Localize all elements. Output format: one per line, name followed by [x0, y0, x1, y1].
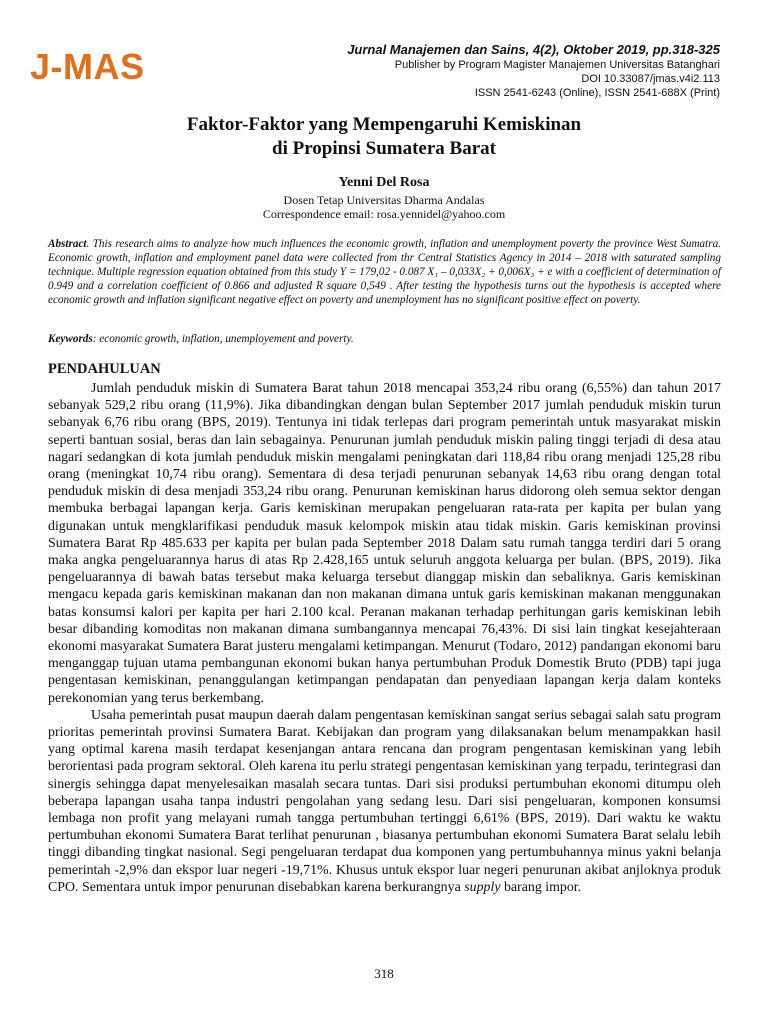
- abstract-text: . This research aims to analyze how much influences the economic growth, inflation and unemployment poverty the province West Sumatra. Economic growth, inflation and employment panel data were collected from thr Central Statistics Agency in 2014 – 2018 with saturated sampling technique. Multiple regression equation obtained from this study Y = 179,02 - 0.087 X₁ – 0,033X₂ + 0,006X₃ + e with a coefficient of determination of 0.949 and a correlation coefficient of 0.866 and adjusted R square 0,549 . After testing the hypothesis turns out the hypothesis is accepted where economic growth and inflation significant negative effect on poverty and unemployment has no significant positive effect on poverty.: [48, 238, 721, 306]
- keywords: [48, 333, 721, 345]
- paragraph: Jumlah penduduk miskin di Sumatera Barat tahun 2018 mencapai 353,24 ribu orang (6,55%) dan tahun 2017 sebanyak 529,2 ribu orang (11,9%). Jika dibandingkan dengan bulan September 2017 jumlah penduduk miskin turun sebanyak 6,76 ribu orang (BPS, 2019). Tentunya ini tidak terlepas dari program pemerintah untuk masyarakat miskin seperti bantuan sosial, beras dan lain sebagainya. Penurunan jumlah penduduk miskin paling tinggi terjadi di desa atau nagari sedangkan di kota jumlah penduduk miskin mengalami peningkatan dari 118,84 ribu orang menjadi 125,28 ribu orang (meningkat 10,74 ribu orang). Sementara di desa terjadi penurunan sebanyak 14,63 ribu orang dengan total penduduk miskin di desa menjadi 353,24 ribu orang. Penurunan kemiskinan harus didorong oleh semua sektor dengan membuka berbagai lapangan kerja. Garis kemiskinan merupakan pengeluaran rata-rata per kapita per bulan yang digunakan untuk mengklarifikasi penduduk masuk kelompok miskin atau tidak miskin. Garis kemiskinan provinsi Sumatera Barat Rp 485.633 per kapita per bulan pada September 2018 Dalam satu rumah tangga terdiri dari 5 orang maka angka pengeluarannya harus di atas Rp 2.428,165 untuk seluruh anggota keluarga per bulan. (BPS, 2019). Jika pengeluarannya di bawah batas tersebut maka keluarga tersebut dianggap miskin dan sebaliknya. Garis kemiskinan mengacu kepada garis kemiskinan makanan dan non makanan dimana untuk garis kemiskinan makanan menggunakan batas konsumsi kalori per kapita per hari 2.100 kcal. Peranan makanan terhadap perhitungan garis kemiskinan lebih besar dibanding komoditas non makanan dimana sumbangannya mencapai 76,43%. Di sisi lain tingkat kesejahteraan ekonomi masyarakat Sumatera Barat justeru mengalami ketimpangan. Menurut (Todaro, 2012) pandangan ekonomi baru menganggap tujuan utama pembangunan ekonomi bukan hanya pertumbuhan Produk Domestik Bruto (PDB) tapi juga pengentasan kemiskinan, penanggulangan ketimpangan pendapatan dan penyediaan lapangan kerja dalam konteks perekonomian yang terus berkembang.: [48, 381, 721, 706]
- paper-title-line-2: di Propinsi Sumatera Barat: [272, 138, 496, 159]
- keywords-text: : economic growth, inflation, unemployement and poverty.: [92, 333, 354, 345]
- body-text: [48, 380, 721, 896]
- paragraph-text: Usaha pemerintah pusat maupun daerah dalam pengentasan kemiskinan sangat serius sebagai salah satu program prioritas pemerintah provinsi Sumatera Barat. Kebijakan dan program yang dilaksanakan belum menampakkan hasil yang optimal karena masih terdapat kesenjangan antara rencana dan program pengentasan kemiskinan yang lebih berorientasi pada program sektoral. Oleh karena itu perlu strategi pengentasan kemiskinan yang terpadu, terintegrasi dan sinergis sehingga dapat menyelesaikan masalah secara tuntas. Dari sisi produksi pertumbuhan ekonomi ditumpu oleh beberapa lapangan usaha tanpa industri pengolahan yang sedang lesu. Dari sisi pengeluaran, komponen konsumsi lembaga non profit yang melayani rumah tangga pertumbuhan tertinggi 6,61% (BPS, 2019). Dari waktu ke waktu pertumbuhan ekonomi Sumatera Barat terlihat penurunan , biasanya pertumbuhan ekonomi Sumatera Barat selalu lebih tinggi dibanding tingkat nasional. Segi pengeluaran terdapat dua komponen yang pertumbuhannya minus yakni belanja pemerintah -2,9% dan ekspor luar negeri -19,71%. Khusus untuk ekspor luar negeri penurunan akibat anjloknya produk CPO. Sementara untuk impor penurunan disebabkan karena berkurangnya: [48, 707, 721, 895]
- journal-title-line: Jurnal Manajemen dan Sains, 4(2), Oktober 2019, pp.318-325: [347, 42, 720, 57]
- paragraph-text-end: barang impor.: [500, 879, 582, 895]
- journal-logo: J-MAS: [30, 46, 145, 87]
- issn-line: ISSN 2541-6243 (Online), ISSN 2541-688X (Print): [474, 87, 720, 99]
- journal-header: [347, 41, 720, 100]
- keywords-label: Keywords: [48, 333, 93, 345]
- section-heading: PENDAHULUAN: [48, 361, 161, 377]
- page-number: 318: [374, 966, 394, 981]
- abstract: [48, 237, 721, 307]
- paragraph-italic-word: supply: [464, 879, 501, 895]
- paragraph: [48, 707, 721, 896]
- abstract-label: Abstract: [48, 238, 87, 250]
- affiliation: Dosen Tetap Universitas Dharma Andalas: [283, 193, 485, 207]
- paper-title: [0, 113, 768, 161]
- publisher-line: Publisher by Program Magister Manajemen Universitas Batanghari: [394, 59, 720, 71]
- correspondence-email: Correspondence email: rosa.yennidel@yahoo.com: [262, 207, 506, 221]
- doi-line: DOI 10.33087/jmas.v4i2.113: [581, 73, 720, 85]
- paper-title-line-1: Faktor-Faktor yang Mempengaruhi Kemiskinan: [186, 114, 582, 135]
- author-name: Yenni Del Rosa: [338, 175, 430, 190]
- author-affiliation-block: [0, 193, 768, 221]
